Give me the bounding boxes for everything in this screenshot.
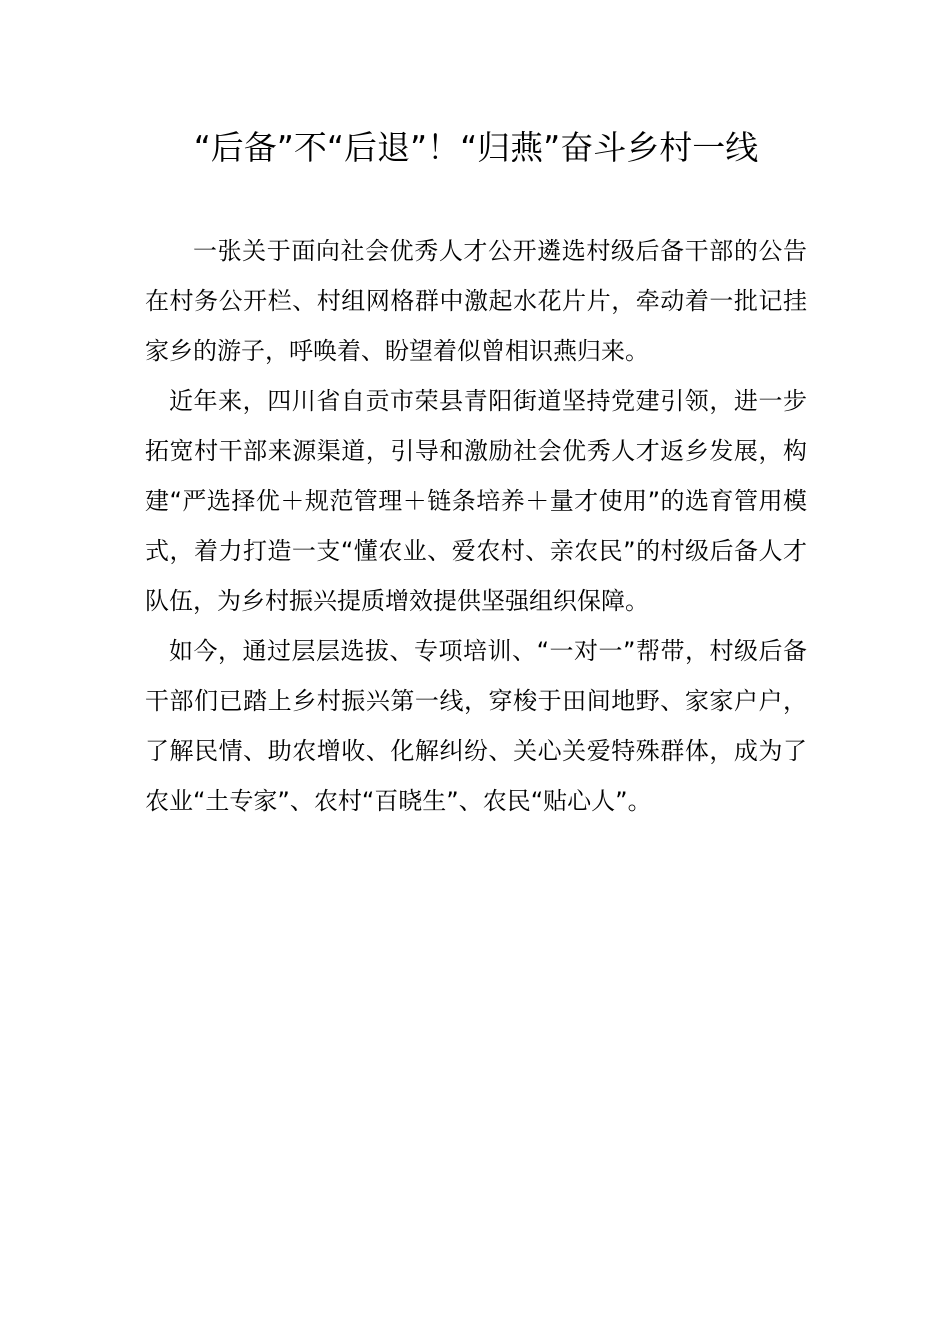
paragraph-3: 如今，通过层层选拔、专项培训、“一对一”帮带，村级后备干部们已踏上乡村振兴第一线，穿梭于田间地野、家家户户，了解民情、助农增收、化解纠纷、关心关爱特殊群体，成为了农业“土专家”、农村“百晓生”、农民“贴心人”。 [145,637,807,815]
document-body [145,226,807,826]
paragraph-1: 一张关于面向社会优秀人才公开遴选村级后备干部的公告在村务公开栏、村组网格群中激起水花片片，牵动着一批记挂家乡的游子，呼唤着、盼望着似曾相识燕归来。 [145,237,807,365]
paragraph-2: 近年来，四川省自贡市荣县青阳街道坚持党建引领，进一步拓宽村干部来源渠道，引导和激励社会优秀人才返乡发展，构建“严选择优＋规范管理＋链条培养＋量才使用”的选育管用模式，着力打造一支“懂农业、爱农村、亲农民”的村级后备人才队伍，为乡村振兴提质增效提供坚强组织保障。 [145,387,807,615]
document-title: “后备”不“后退”！“归燕”奋斗乡村一线 [193,128,759,167]
